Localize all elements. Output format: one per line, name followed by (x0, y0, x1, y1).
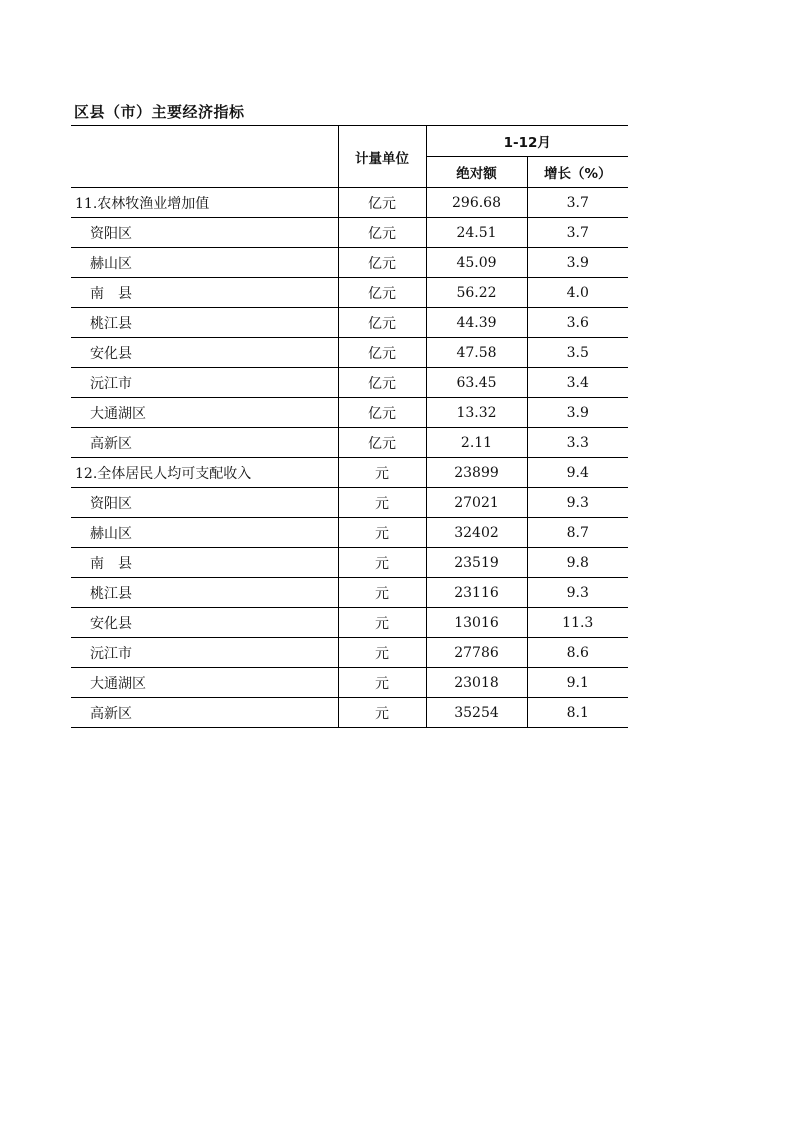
absolute-value-cell: 13016 (426, 608, 527, 638)
absolute-value-cell: 63.45 (426, 368, 527, 398)
growth-value-cell: 3.6 (527, 308, 628, 338)
unit-cell: 亿元 (338, 398, 426, 428)
growth-value-cell: 3.3 (527, 428, 628, 458)
absolute-value-cell: 27786 (426, 638, 527, 668)
indicator-name: 南 县 (71, 278, 338, 308)
unit-cell: 亿元 (338, 218, 426, 248)
indicator-name: 资阳区 (71, 218, 338, 248)
absolute-value-cell: 24.51 (426, 218, 527, 248)
growth-value-cell: 9.3 (527, 578, 628, 608)
table-row (71, 368, 628, 398)
growth-value-cell: 8.6 (527, 638, 628, 668)
table-row (71, 398, 628, 428)
indicator-name: 沅江市 (71, 638, 338, 668)
indicator-name: 安化县 (71, 608, 338, 638)
growth-value-cell: 9.8 (527, 548, 628, 578)
growth-value-cell: 3.7 (527, 218, 628, 248)
growth-value-cell: 4.0 (527, 278, 628, 308)
growth-value-cell: 3.4 (527, 368, 628, 398)
table-row (71, 698, 628, 728)
header-period: 1-12月 (426, 126, 628, 157)
unit-cell: 亿元 (338, 428, 426, 458)
absolute-value-cell: 47.58 (426, 338, 527, 368)
absolute-value-cell: 32402 (426, 518, 527, 548)
unit-cell: 元 (338, 608, 426, 638)
unit-cell: 元 (338, 578, 426, 608)
absolute-value-cell: 13.32 (426, 398, 527, 428)
indicator-name: 高新区 (71, 698, 338, 728)
indicator-name: 高新区 (71, 428, 338, 458)
header-growth: 增长（%） (527, 157, 628, 188)
growth-value-cell: 9.3 (527, 488, 628, 518)
absolute-value-cell: 23116 (426, 578, 527, 608)
absolute-value-cell: 44.39 (426, 308, 527, 338)
header-indicator-cell (71, 126, 338, 188)
table-row (71, 578, 628, 608)
table-row (71, 458, 628, 488)
unit-cell: 亿元 (338, 278, 426, 308)
indicator-name: 赫山区 (71, 248, 338, 278)
absolute-value-cell: 23899 (426, 458, 527, 488)
growth-value-cell: 9.1 (527, 668, 628, 698)
absolute-value-cell: 56.22 (426, 278, 527, 308)
unit-cell: 元 (338, 548, 426, 578)
header-absolute: 绝对额 (426, 157, 527, 188)
indicator-name: 桃江县 (71, 578, 338, 608)
table-row (71, 338, 628, 368)
absolute-value-cell: 45.09 (426, 248, 527, 278)
unit-cell: 亿元 (338, 368, 426, 398)
absolute-value-cell: 27021 (426, 488, 527, 518)
indicator-name: 资阳区 (71, 488, 338, 518)
growth-value-cell: 11.3 (527, 608, 628, 638)
table-row (71, 488, 628, 518)
growth-value-cell: 8.1 (527, 698, 628, 728)
table-row (71, 218, 628, 248)
growth-value-cell: 9.4 (527, 458, 628, 488)
header-unit: 计量单位 (338, 126, 426, 188)
growth-value-cell: 8.7 (527, 518, 628, 548)
unit-cell: 亿元 (338, 338, 426, 368)
growth-value-cell: 3.9 (527, 248, 628, 278)
table-row (71, 278, 628, 308)
unit-cell: 亿元 (338, 308, 426, 338)
table-row (71, 248, 628, 278)
indicator-name: 南 县 (71, 548, 338, 578)
unit-cell: 元 (338, 698, 426, 728)
table-row (71, 608, 628, 638)
indicator-name: 沅江市 (71, 368, 338, 398)
table-header (71, 126, 628, 188)
absolute-value-cell: 2.11 (426, 428, 527, 458)
indicator-name: 赫山区 (71, 518, 338, 548)
growth-value-cell: 3.5 (527, 338, 628, 368)
indicator-name: 桃江县 (71, 308, 338, 338)
table-row (71, 308, 628, 338)
table-body (71, 188, 628, 728)
unit-cell: 元 (338, 638, 426, 668)
indicator-name: 安化县 (71, 338, 338, 368)
table-row (71, 188, 628, 218)
table-row (71, 518, 628, 548)
indicator-name: 大通湖区 (71, 668, 338, 698)
table-row (71, 638, 628, 668)
page-title: 区县（市）主要经济指标 (74, 103, 245, 121)
absolute-value-cell: 296.68 (426, 188, 527, 218)
indicator-name: 11.农林牧渔业增加值 (71, 188, 338, 218)
absolute-value-cell: 35254 (426, 698, 527, 728)
table-row (71, 428, 628, 458)
unit-cell: 亿元 (338, 248, 426, 278)
unit-cell: 元 (338, 458, 426, 488)
growth-value-cell: 3.7 (527, 188, 628, 218)
absolute-value-cell: 23018 (426, 668, 527, 698)
indicator-name: 12.全体居民人均可支配收入 (71, 458, 338, 488)
absolute-value-cell: 23519 (426, 548, 527, 578)
unit-cell: 元 (338, 488, 426, 518)
table-row (71, 668, 628, 698)
growth-value-cell: 3.9 (527, 398, 628, 428)
unit-cell: 亿元 (338, 188, 426, 218)
unit-cell: 元 (338, 668, 426, 698)
indicator-name: 大通湖区 (71, 398, 338, 428)
indicators-table (71, 125, 628, 728)
table-row (71, 548, 628, 578)
unit-cell: 元 (338, 518, 426, 548)
